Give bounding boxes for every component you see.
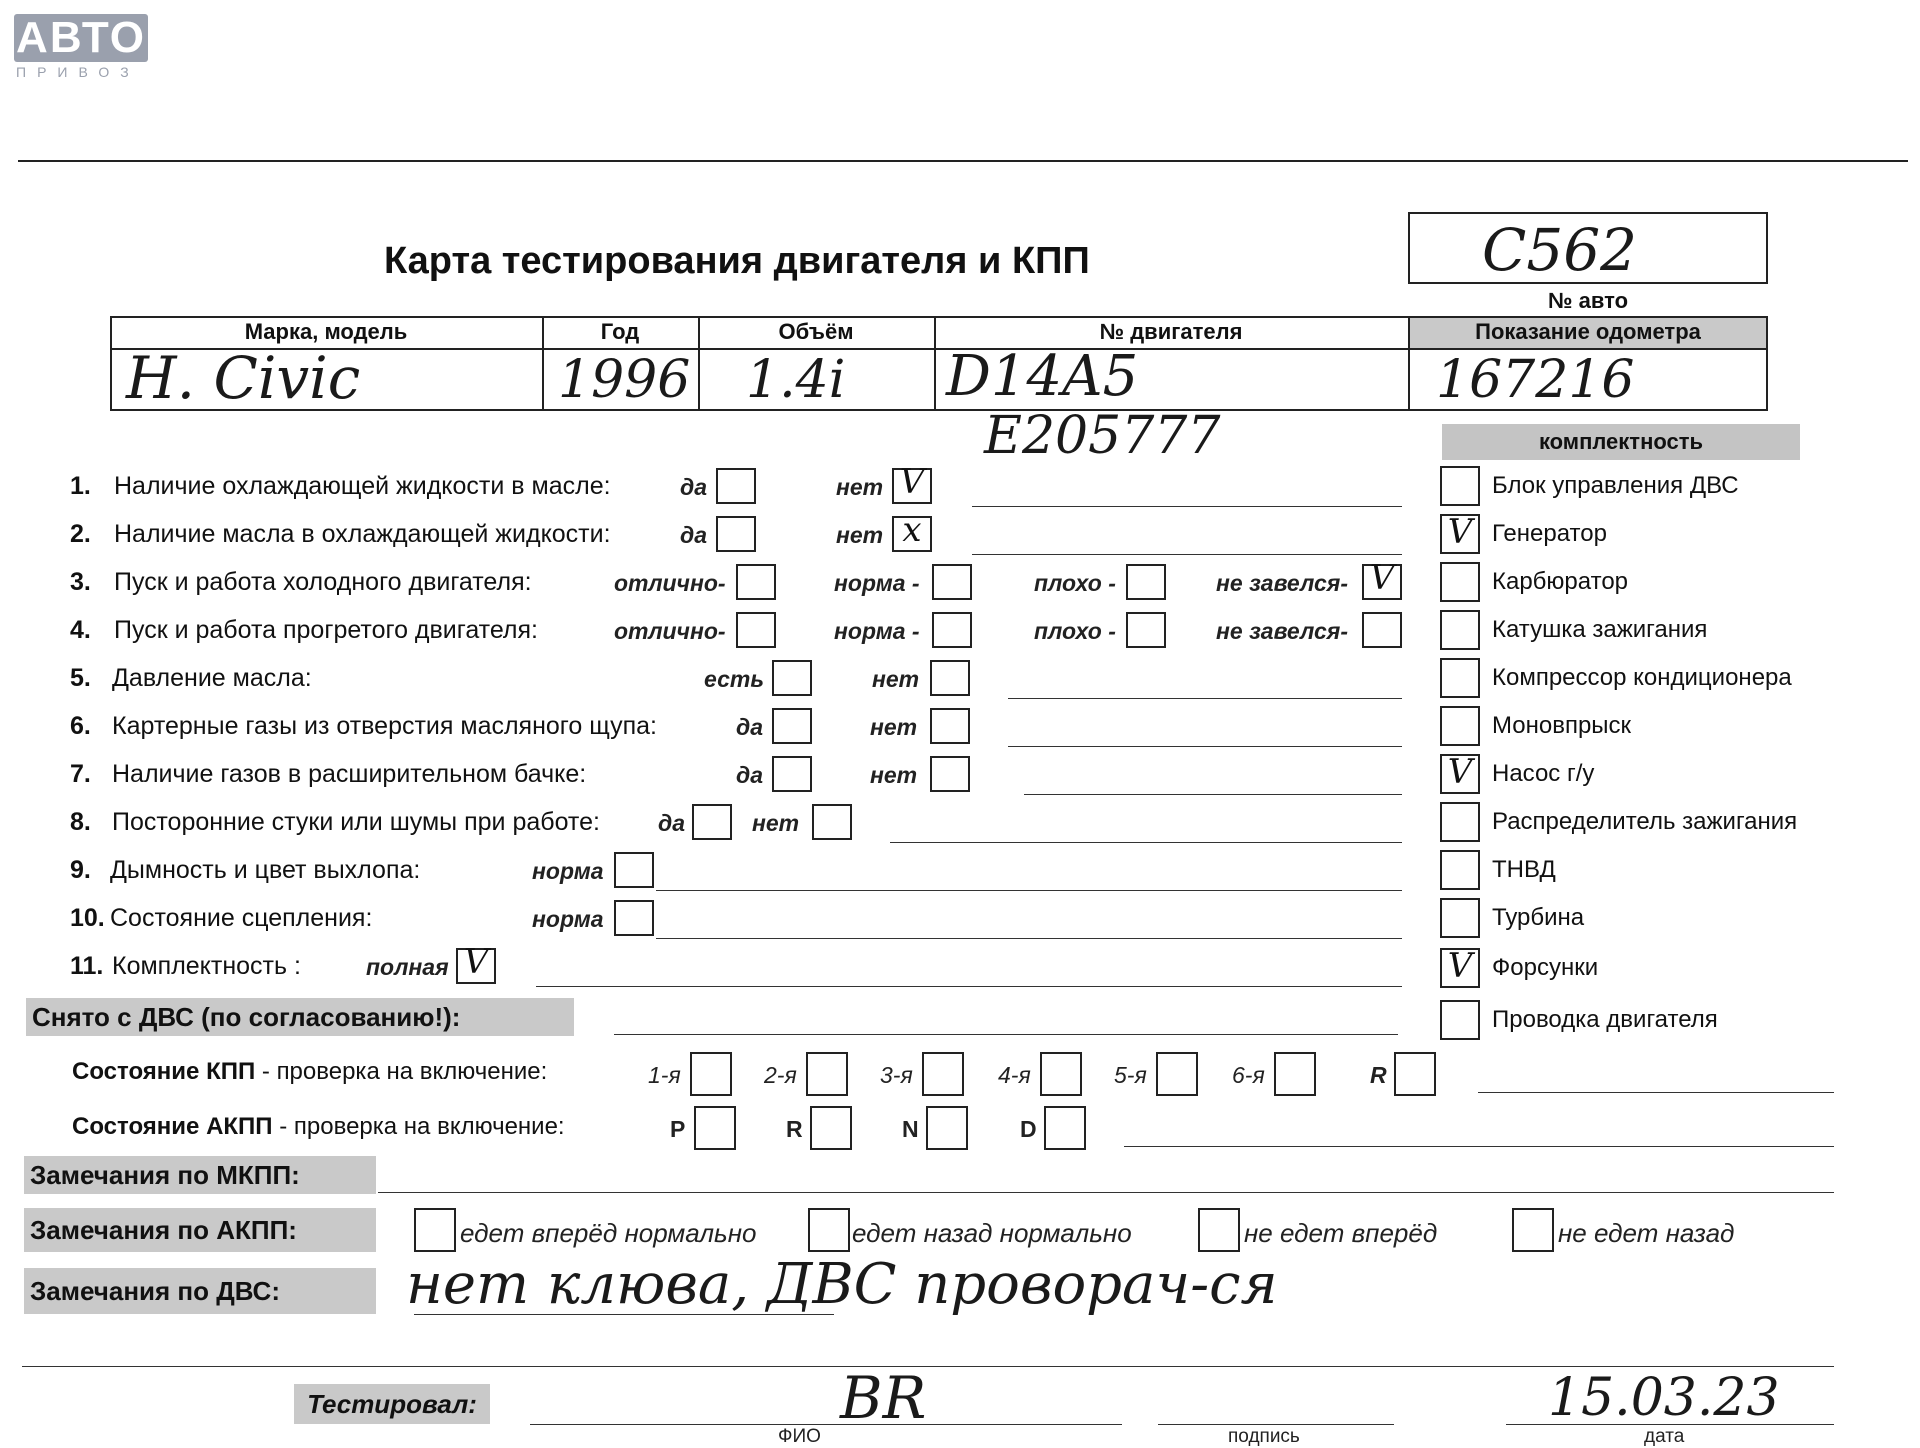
- option-checkbox[interactable]: [692, 804, 732, 840]
- completeness-item-label: Моновпрыск: [1492, 712, 1632, 739]
- completeness-item-label: Блок управления ДВС: [1492, 472, 1739, 499]
- question-text: Пуск и работа холодного двигателя:: [114, 568, 532, 596]
- option-checkbox[interactable]: [772, 756, 812, 792]
- question-number: 10.: [70, 904, 105, 932]
- check-mark: x: [902, 510, 922, 550]
- gear-label: 3-я: [880, 1062, 913, 1088]
- answer-line: [890, 842, 1402, 843]
- option-label: отлично-: [614, 570, 726, 596]
- signature-caption: подпись: [1228, 1426, 1300, 1447]
- completeness-item-label: Форсунки: [1492, 954, 1599, 981]
- akpp-mode-label: N: [902, 1116, 919, 1142]
- akpp-forward-ok-checkbox[interactable]: [414, 1208, 456, 1252]
- gear-label: 2-я: [764, 1062, 797, 1088]
- question-text: Наличие масла в охлаждающей жидкости:: [114, 520, 611, 548]
- question-number: 3.: [70, 568, 91, 596]
- brand-logo: [14, 13, 148, 80]
- completeness-checkbox[interactable]: [1440, 658, 1480, 698]
- gear-checkbox[interactable]: [1274, 1052, 1316, 1096]
- option-label: нет: [836, 522, 884, 548]
- logo-text: АВТО: [14, 14, 148, 62]
- completeness-item-label: Компрессор кондиционера: [1492, 664, 1792, 691]
- value-odometer: 167216: [1436, 350, 1635, 410]
- option-checkbox[interactable]: [932, 612, 972, 648]
- option-checkbox[interactable]: [772, 708, 812, 744]
- option-checkbox[interactable]: [736, 564, 776, 600]
- header-year: Год: [600, 319, 640, 344]
- option-checkbox[interactable]: [930, 708, 970, 744]
- option-checkbox[interactable]: [1362, 612, 1402, 648]
- tested-label: Тестировал:: [294, 1384, 490, 1424]
- completeness-checkbox[interactable]: [1440, 898, 1480, 938]
- completeness-checkbox[interactable]: [1440, 706, 1480, 746]
- answer-line: [972, 554, 1402, 555]
- gear-checkbox[interactable]: [922, 1052, 964, 1096]
- option-label: норма -: [834, 618, 920, 644]
- header-engine-number: № двигателя: [1099, 319, 1243, 344]
- top-rule: [18, 160, 1908, 162]
- answer-line: [536, 986, 1402, 987]
- gear-label: 1-я: [648, 1062, 681, 1088]
- gear-checkbox[interactable]: [806, 1052, 848, 1096]
- gear-label: 6-я: [1232, 1062, 1265, 1088]
- remarks-mkpp-line: [378, 1192, 1834, 1193]
- option-checkbox[interactable]: [932, 564, 972, 600]
- question-text: Давление масла:: [112, 664, 312, 692]
- remarks-akpp-label: Замечания по АКПП:: [24, 1208, 376, 1252]
- remarks-mkpp-label: Замечания по МКПП:: [24, 1156, 376, 1194]
- option-label: полная: [366, 954, 449, 980]
- kpp-label-bold: Состояние КПП: [72, 1058, 256, 1085]
- question-number: 5.: [70, 664, 91, 692]
- completeness-checkbox[interactable]: [1440, 802, 1480, 842]
- tested-date: 15.03.23: [1548, 1368, 1780, 1428]
- kpp-line: [1478, 1092, 1834, 1093]
- value-engine-number: D14A5: [946, 344, 1139, 409]
- akpp-mode-label: P: [670, 1116, 686, 1142]
- date-caption: дата: [1644, 1426, 1685, 1447]
- option-checkbox[interactable]: [736, 612, 776, 648]
- gear-checkbox[interactable]: [1156, 1052, 1198, 1096]
- question-number: 8.: [70, 808, 91, 836]
- option-checkbox[interactable]: [930, 756, 970, 792]
- option-label: нет: [872, 666, 920, 692]
- check-mark: V: [1447, 752, 1473, 792]
- answer-line: [656, 938, 1402, 939]
- answer-line: [972, 506, 1402, 507]
- completeness-item-label: ТНВД: [1492, 856, 1556, 883]
- value-volume: 1.4i: [746, 350, 846, 410]
- question-text: Комплектность :: [112, 952, 301, 980]
- question-text: Картерные газы из отверстия масляного щупа:: [112, 712, 657, 740]
- question-number: 4.: [70, 616, 91, 644]
- akpp-label-rest: - проверка на включение:: [272, 1113, 565, 1140]
- option-label: норма: [532, 906, 604, 932]
- option-label: да: [736, 762, 764, 788]
- akpp-mode-label: R: [786, 1116, 803, 1142]
- option-checkbox[interactable]: [772, 660, 812, 696]
- car-number-box: [1408, 212, 1768, 284]
- option-checkbox[interactable]: [812, 804, 852, 840]
- akpp-mode-checkbox[interactable]: [810, 1106, 852, 1150]
- option-checkbox[interactable]: [614, 852, 654, 888]
- option-label: не завелся-: [1216, 618, 1348, 644]
- bottom-separator: [22, 1366, 1834, 1367]
- akpp-mode-checkbox[interactable]: [694, 1106, 736, 1150]
- answer-line: [1008, 746, 1402, 747]
- signature-line: [1158, 1424, 1394, 1425]
- question-number: 2.: [70, 520, 91, 548]
- completeness-header: комплектность: [1442, 424, 1800, 460]
- completeness-checkbox[interactable]: [1440, 466, 1480, 506]
- fio-line: [530, 1424, 1122, 1425]
- akpp-line: [1124, 1146, 1834, 1147]
- akpp-backward-ok-checkbox[interactable]: [808, 1208, 850, 1252]
- completeness-item-label: Турбина: [1492, 904, 1585, 931]
- question-text: Посторонние стуки или шумы при работе:: [112, 808, 600, 836]
- option-checkbox[interactable]: [1126, 564, 1166, 600]
- fio-caption: ФИО: [778, 1426, 821, 1447]
- akpp-mode-checkbox[interactable]: [1044, 1106, 1086, 1150]
- gear-label: 5-я: [1114, 1062, 1147, 1088]
- completeness-checkbox[interactable]: [1440, 1000, 1480, 1040]
- value-engine-number-extra: E205777: [984, 406, 1221, 466]
- option-label: нет: [870, 714, 918, 740]
- check-mark: V: [1447, 512, 1473, 552]
- question-number: 1.: [70, 472, 91, 500]
- completeness-item-label: Генератор: [1492, 520, 1607, 547]
- header-odometer: Показание одометра: [1475, 319, 1701, 344]
- option-label: норма -: [834, 570, 920, 596]
- option-checkbox[interactable]: [614, 900, 654, 936]
- option-label: да: [736, 714, 764, 740]
- option-label: не завелся-: [1216, 570, 1348, 596]
- remarks-dvs-line: [414, 1314, 834, 1315]
- option-label: нет: [870, 762, 918, 788]
- remarks-dvs-label: Замечания по ДВС:: [24, 1268, 376, 1314]
- gear-checkbox[interactable]: [1394, 1052, 1436, 1096]
- completeness-item-label: Насос г/у: [1492, 760, 1595, 787]
- gear-label: R: [1370, 1062, 1387, 1088]
- option-label: да: [658, 810, 686, 836]
- akpp-forward-ok-label: едет вперёд нормально: [460, 1218, 757, 1248]
- akpp-mode-label: D: [1020, 1116, 1037, 1142]
- check-mark: V: [1369, 558, 1395, 598]
- page-title: Карта тестирования двигателя и КПП: [384, 240, 1090, 282]
- question-text: Наличие газов в расширительном бачке:: [112, 760, 587, 788]
- completeness-checkbox[interactable]: [1440, 850, 1480, 890]
- removed-from-engine-label: Снято с ДВС (по согласованию!):: [26, 998, 574, 1036]
- option-label: норма: [532, 858, 604, 884]
- question-number: 9.: [70, 856, 91, 884]
- akpp-label-bold: Состояние АКПП: [72, 1113, 273, 1140]
- header-volume: Объём: [778, 319, 854, 344]
- question-number: 11.: [70, 952, 104, 980]
- akpp-label: [72, 1113, 565, 1141]
- akpp-mode-checkbox[interactable]: [926, 1106, 968, 1150]
- gear-label: 4-я: [998, 1062, 1031, 1088]
- option-checkbox[interactable]: [716, 516, 756, 552]
- car-number-value: C562: [1482, 216, 1638, 284]
- removed-from-engine-line: [614, 1034, 1398, 1035]
- option-label: нет: [836, 474, 884, 500]
- question-number: 6.: [70, 712, 91, 740]
- logo-subtext: ПРИВОЗ: [16, 64, 140, 80]
- gear-checkbox[interactable]: [690, 1052, 732, 1096]
- question-text: Состояние сцепления:: [110, 904, 373, 932]
- kpp-label: [72, 1058, 547, 1086]
- completeness-checkbox[interactable]: [1440, 562, 1480, 602]
- option-label: нет: [752, 810, 800, 836]
- option-checkbox[interactable]: [716, 468, 756, 504]
- car-number-label: № авто: [1547, 288, 1629, 313]
- completeness-checkbox[interactable]: [1440, 610, 1480, 650]
- check-mark: V: [1447, 946, 1473, 986]
- date-line: [1506, 1424, 1834, 1425]
- answer-line: [656, 890, 1402, 891]
- question-text: Наличие охлаждающей жидкости в масле:: [114, 472, 611, 500]
- option-label: плохо -: [1034, 570, 1116, 596]
- akpp-no-backward-label: не едет назад: [1558, 1218, 1735, 1248]
- answer-line: [1008, 698, 1402, 699]
- akpp-no-backward-checkbox[interactable]: [1512, 1208, 1554, 1252]
- completeness-item-label: Распределитель зажигания: [1492, 808, 1798, 835]
- completeness-item-label: Катушка зажигания: [1492, 616, 1708, 643]
- question-text: Пуск и работа прогретого двигателя:: [114, 616, 538, 644]
- value-make-model: H. Civic: [126, 344, 361, 412]
- gear-checkbox[interactable]: [1040, 1052, 1082, 1096]
- check-mark: V: [463, 942, 489, 982]
- value-year: 1996: [558, 350, 691, 410]
- option-label: есть: [704, 666, 764, 692]
- option-checkbox[interactable]: [1126, 612, 1166, 648]
- option-label: плохо -: [1034, 618, 1116, 644]
- tested-name: BR: [840, 1364, 927, 1432]
- question-text: Дымность и цвет выхлопа:: [110, 856, 421, 884]
- kpp-label-rest: - проверка на включение:: [255, 1058, 548, 1085]
- option-checkbox[interactable]: [930, 660, 970, 696]
- answer-line: [1024, 794, 1402, 795]
- header-make-model: Марка, модель: [244, 319, 408, 344]
- remarks-dvs-value: нет клюва, ДВС проворач-ся: [406, 1252, 1278, 1317]
- check-mark: V: [899, 462, 925, 502]
- question-number: 7.: [70, 760, 91, 788]
- option-label: да: [680, 522, 708, 548]
- akpp-no-forward-checkbox[interactable]: [1198, 1208, 1240, 1252]
- option-label: да: [680, 474, 708, 500]
- akpp-no-forward-label: не едет вперёд: [1244, 1218, 1438, 1248]
- completeness-item-label: Карбюратор: [1492, 568, 1629, 595]
- akpp-backward-ok-label: едет назад нормально: [852, 1218, 1132, 1248]
- option-label: отлично-: [614, 618, 726, 644]
- completeness-item-label: Проводка двигателя: [1492, 1006, 1718, 1033]
